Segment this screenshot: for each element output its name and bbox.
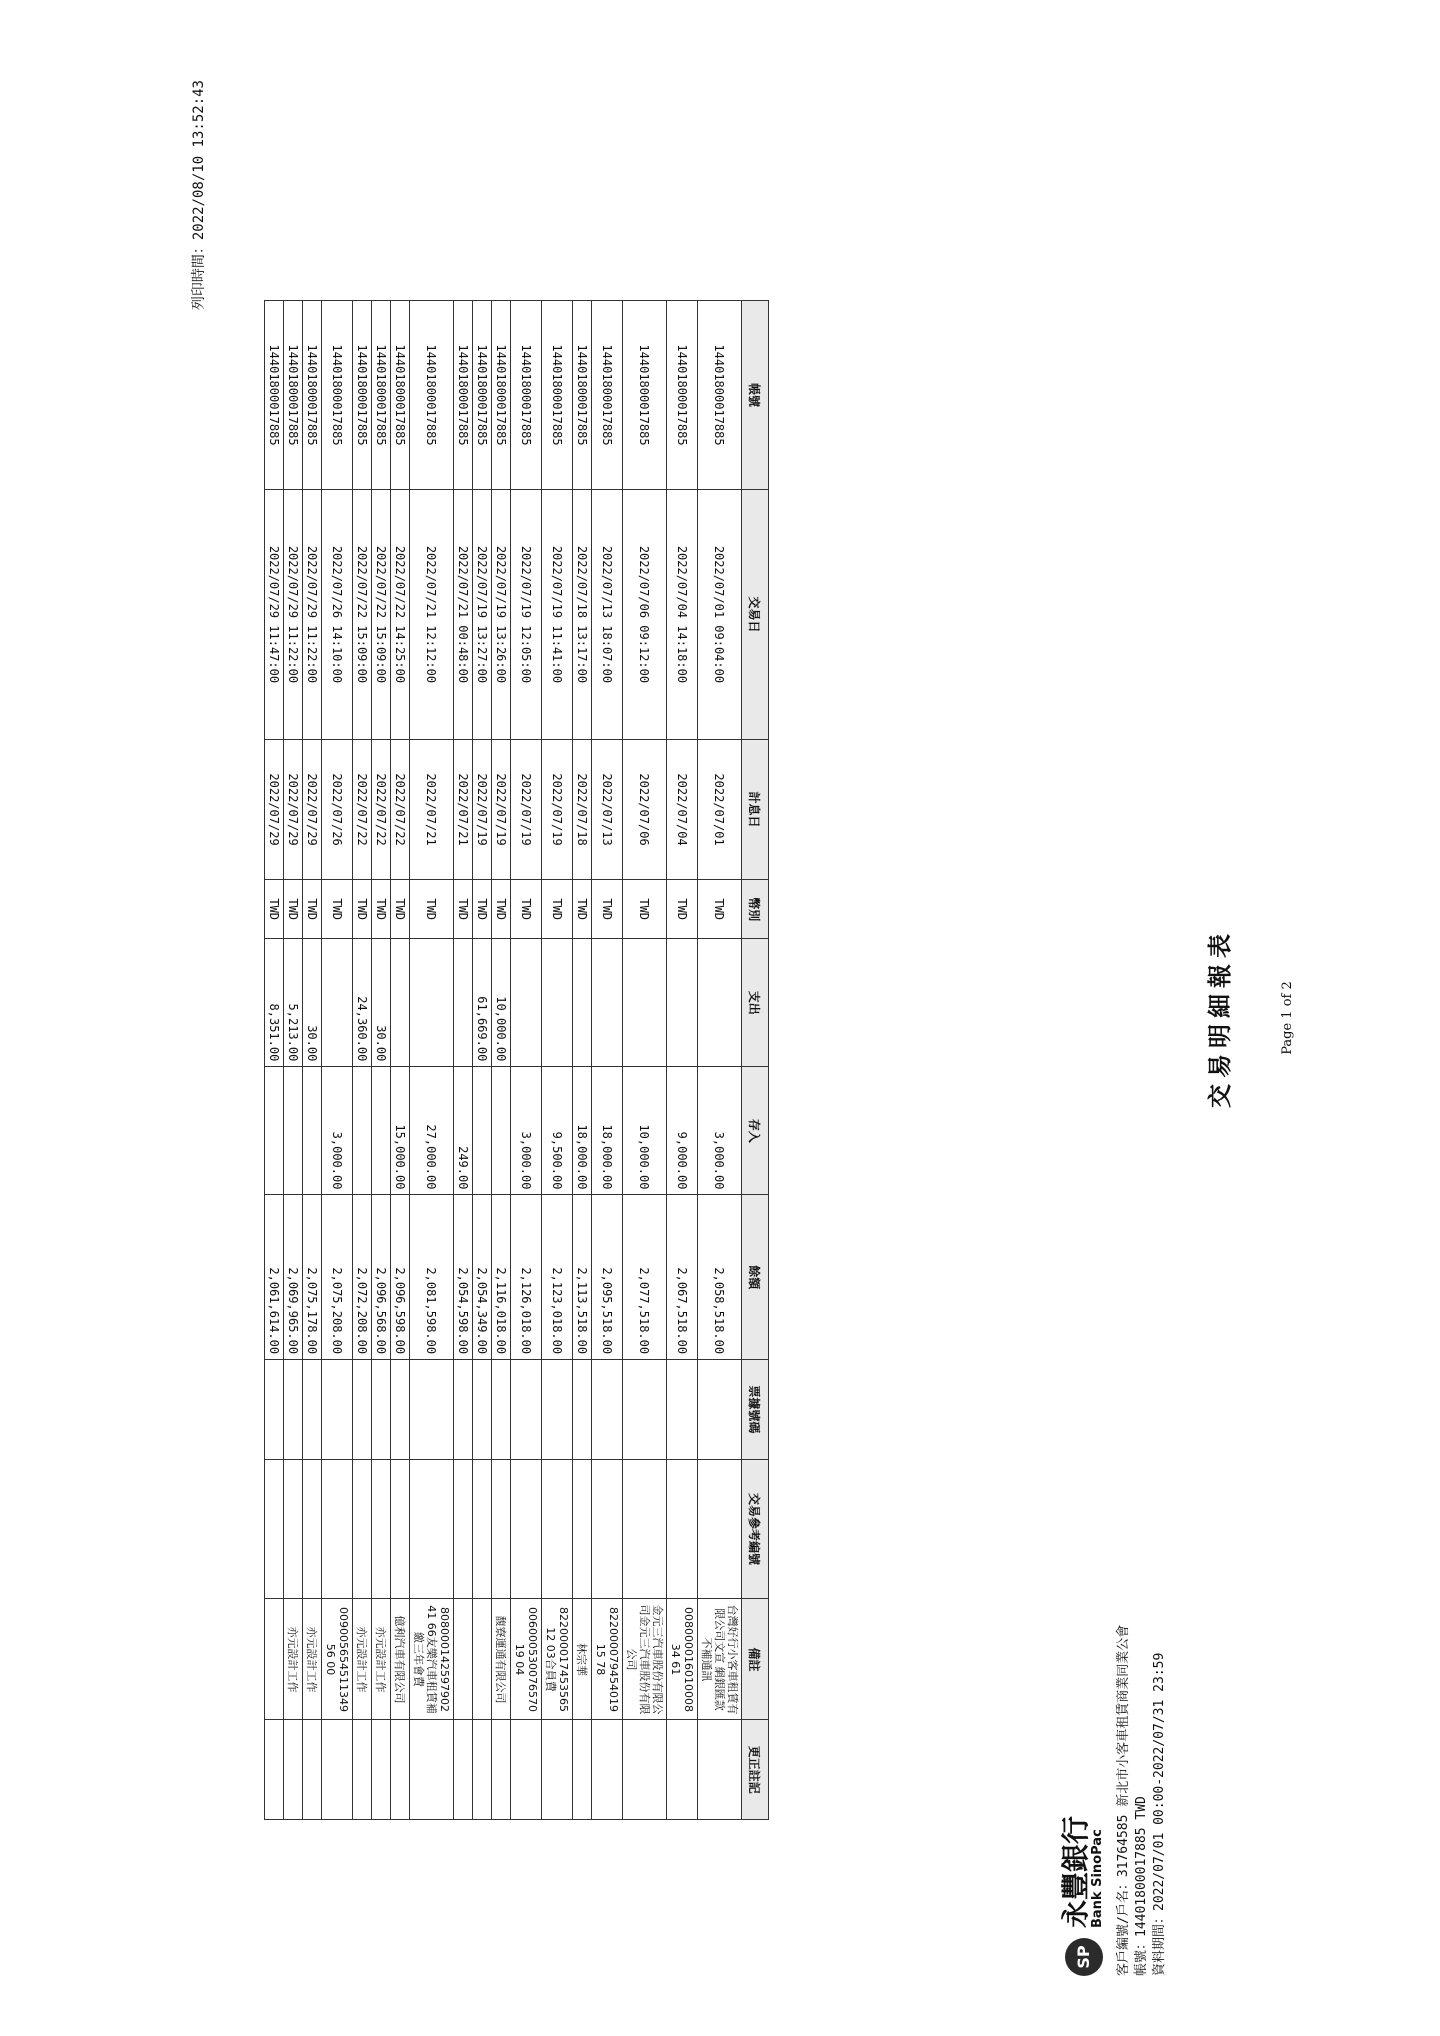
table-cell: 2022/07/19 12:05:00 bbox=[511, 490, 542, 740]
table-cell: 2022/07/22 bbox=[353, 739, 372, 879]
table-cell: 2,096,598.00 bbox=[391, 1195, 410, 1360]
table-cell bbox=[303, 1459, 322, 1599]
table-cell bbox=[573, 1720, 592, 1820]
table-cell bbox=[573, 939, 592, 1067]
table-cell: 15,000.00 bbox=[391, 1067, 410, 1195]
table-cell: 10,000.00 bbox=[492, 939, 511, 1067]
column-header: 餘額 bbox=[742, 1195, 769, 1360]
table-cell: 30.00 bbox=[303, 939, 322, 1067]
table-cell: 14401800017885 bbox=[410, 301, 454, 490]
table-cell: 亦元設計工作 bbox=[303, 1599, 322, 1720]
table-cell: 2,054,598.00 bbox=[454, 1195, 473, 1360]
table-cell bbox=[372, 1720, 391, 1820]
table-cell bbox=[592, 1459, 623, 1599]
table-cell: 亦元設計工作 bbox=[353, 1599, 372, 1720]
table-cell bbox=[353, 1360, 372, 1459]
table-cell: 24,360.00 bbox=[353, 939, 372, 1067]
table-cell: TWD bbox=[265, 880, 284, 939]
table-row bbox=[473, 301, 492, 1820]
table-cell: 2022/07/22 14:25:00 bbox=[391, 490, 410, 740]
table-cell bbox=[284, 1720, 303, 1820]
table-cell bbox=[391, 939, 410, 1067]
table-cell: 14401800017885 bbox=[391, 301, 410, 490]
table-cell: 2022/07/21 bbox=[410, 739, 454, 879]
table-cell: 5,213.00 bbox=[284, 939, 303, 1067]
table-cell: 10,000.00 bbox=[623, 1067, 667, 1195]
table-cell: TWD bbox=[542, 880, 573, 939]
table-cell: 2022/07/29 11:22:00 bbox=[284, 490, 303, 740]
column-header: 票據號碼 bbox=[742, 1360, 769, 1459]
table-cell bbox=[322, 939, 353, 1067]
table-cell: 2022/07/18 13:17:00 bbox=[573, 490, 592, 740]
table-cell: TWD bbox=[698, 880, 742, 939]
table-cell: 億利汽車有限公司 bbox=[391, 1599, 410, 1720]
table-row bbox=[410, 301, 454, 1820]
table-cell bbox=[592, 1720, 623, 1820]
table-cell bbox=[454, 1599, 473, 1720]
table-cell bbox=[391, 1459, 410, 1599]
table-cell bbox=[410, 1459, 454, 1599]
table-cell bbox=[391, 1720, 410, 1820]
table-cell bbox=[473, 1720, 492, 1820]
table-cell bbox=[303, 1720, 322, 1820]
table-cell bbox=[511, 1360, 542, 1459]
table-cell bbox=[353, 1067, 372, 1195]
table-cell: 2022/07/19 13:26:00 bbox=[492, 490, 511, 740]
table-cell: 14401800017885 bbox=[511, 301, 542, 490]
table-cell bbox=[322, 1720, 353, 1820]
column-header: 帳號 bbox=[742, 301, 769, 490]
table-cell: 2022/07/22 15:09:00 bbox=[372, 490, 391, 740]
table-cell bbox=[265, 1360, 284, 1459]
table-cell: 2022/07/04 bbox=[667, 739, 698, 879]
table-cell: 2022/07/19 11:41:00 bbox=[542, 490, 573, 740]
table-cell: 2022/07/21 00:48:00 bbox=[454, 490, 473, 740]
column-header: 支出 bbox=[742, 939, 769, 1067]
table-cell bbox=[353, 1459, 372, 1599]
table-cell: 2022/07/21 bbox=[454, 739, 473, 879]
table-cell: 14401800017885 bbox=[353, 301, 372, 490]
table-row bbox=[454, 301, 473, 1820]
table-row bbox=[667, 301, 698, 1820]
table-cell: 27,000.00 bbox=[410, 1067, 454, 1195]
column-header: 計息日 bbox=[742, 739, 769, 879]
table-cell bbox=[492, 1459, 511, 1599]
table-cell: 3,000.00 bbox=[698, 1067, 742, 1195]
table-cell bbox=[592, 1360, 623, 1459]
table-cell bbox=[303, 1360, 322, 1459]
table-cell: TWD bbox=[511, 880, 542, 939]
table-cell: 8,351.00 bbox=[265, 939, 284, 1067]
table-cell: 2,075,208.00 bbox=[322, 1195, 353, 1360]
table-cell: 亦元設計工作 bbox=[284, 1599, 303, 1720]
table-cell bbox=[473, 1599, 492, 1720]
table-cell bbox=[473, 1067, 492, 1195]
table-cell bbox=[454, 1459, 473, 1599]
table-row bbox=[623, 301, 667, 1820]
table-cell bbox=[303, 1067, 322, 1195]
table-cell: 2,061,614.00 bbox=[265, 1195, 284, 1360]
table-cell bbox=[511, 1720, 542, 1820]
table-cell bbox=[542, 1459, 573, 1599]
bank-logo bbox=[1059, 1336, 1105, 1976]
table-cell: 18,000.00 bbox=[592, 1067, 623, 1195]
table-cell bbox=[284, 1459, 303, 1599]
table-cell bbox=[284, 1360, 303, 1459]
table-cell: 2,096,568.00 bbox=[372, 1195, 391, 1360]
table-cell: TWD bbox=[573, 880, 592, 939]
table-cell bbox=[473, 1360, 492, 1459]
table-cell: 2,077,518.00 bbox=[623, 1195, 667, 1360]
table-cell bbox=[410, 1360, 454, 1459]
table-cell: 2022/07/22 15:09:00 bbox=[353, 490, 372, 740]
table-cell bbox=[698, 939, 742, 1067]
table-cell: TWD bbox=[473, 880, 492, 939]
table-cell bbox=[322, 1360, 353, 1459]
table-cell: 2022/07/19 bbox=[511, 739, 542, 879]
table-cell bbox=[492, 1720, 511, 1820]
table-cell: 80800014259790241 66友樂汽車租賃補繳三年會費 bbox=[410, 1599, 454, 1720]
table-cell: 249.00 bbox=[454, 1067, 473, 1195]
table-cell: 2,075,178.00 bbox=[303, 1195, 322, 1360]
page-number: Page 1 of 2 bbox=[1280, 981, 1295, 1055]
column-header: 交易參考編號 bbox=[742, 1459, 769, 1599]
table-cell: TWD bbox=[492, 880, 511, 939]
table-cell bbox=[372, 1360, 391, 1459]
table-cell bbox=[473, 1459, 492, 1599]
table-cell bbox=[492, 1360, 511, 1459]
table-cell: 2,123,018.00 bbox=[542, 1195, 573, 1360]
table-cell bbox=[573, 1360, 592, 1459]
table-cell bbox=[511, 1459, 542, 1599]
table-cell: 00800001601000834 61 bbox=[667, 1599, 698, 1720]
table-cell: 2022/07/29 11:22:00 bbox=[303, 490, 322, 740]
table-cell: TWD bbox=[410, 880, 454, 939]
report-title: 交易明細報表 bbox=[1206, 928, 1234, 1108]
table-cell: 30.00 bbox=[372, 939, 391, 1067]
table-cell: 14401800017885 bbox=[492, 301, 511, 490]
table-cell: 2022/07/19 bbox=[473, 739, 492, 879]
table-cell: 14401800017885 bbox=[372, 301, 391, 490]
table-cell: 00600053007657019 04 bbox=[511, 1599, 542, 1720]
table-cell: 亦元設計工作 bbox=[372, 1599, 391, 1720]
column-header: 存入 bbox=[742, 1067, 769, 1195]
customer-info: 客戶編號/戶名：31764585 新北市小客車租賃商業同業公會 bbox=[1116, 1624, 1131, 1976]
table-cell: 00900565451134956 00 bbox=[322, 1599, 353, 1720]
table-cell bbox=[698, 1360, 742, 1459]
table-cell: 14401800017885 bbox=[698, 301, 742, 490]
table-cell: 82200007945401915 78 bbox=[592, 1599, 623, 1720]
table-cell bbox=[353, 1720, 372, 1820]
table-row bbox=[542, 301, 573, 1820]
table-cell: 2,067,518.00 bbox=[667, 1195, 698, 1360]
table-cell: 2022/07/19 bbox=[542, 739, 573, 879]
table-row bbox=[353, 301, 372, 1820]
table-cell: 82200001745356512 03合員費 bbox=[542, 1599, 573, 1720]
table-cell: 2,054,349.00 bbox=[473, 1195, 492, 1360]
table-cell: 2022/07/18 bbox=[573, 739, 592, 879]
table-cell: TWD bbox=[372, 880, 391, 939]
table-cell: 14401800017885 bbox=[303, 301, 322, 490]
table-cell: 14401800017885 bbox=[284, 301, 303, 490]
table-cell: 金元三汽車股份有限公司金元三汽車股份有限公司 bbox=[623, 1599, 667, 1720]
table-cell bbox=[623, 939, 667, 1067]
table-cell: 2022/07/22 bbox=[372, 739, 391, 879]
table-cell: 2022/07/21 12:12:00 bbox=[410, 490, 454, 740]
table-cell: 2022/07/29 bbox=[265, 739, 284, 879]
table-cell: 2022/07/01 09:04:00 bbox=[698, 490, 742, 740]
table-cell bbox=[284, 1067, 303, 1195]
table-cell bbox=[542, 1360, 573, 1459]
table-cell: 2022/07/04 14:18:00 bbox=[667, 490, 698, 740]
table-cell bbox=[698, 1720, 742, 1820]
header-block bbox=[1059, 1336, 1169, 1976]
table-cell: 14401800017885 bbox=[592, 301, 623, 490]
transaction-table bbox=[264, 300, 769, 1820]
table-cell bbox=[667, 1360, 698, 1459]
table-row bbox=[284, 301, 303, 1820]
table-row bbox=[303, 301, 322, 1820]
table-row bbox=[391, 301, 410, 1820]
table-header-row bbox=[742, 301, 769, 1820]
table-cell: 2022/07/29 11:47:00 bbox=[265, 490, 284, 740]
sinopac-logo-icon: SP bbox=[1065, 1938, 1103, 1976]
table-row bbox=[265, 301, 284, 1820]
column-header: 幣別 bbox=[742, 880, 769, 939]
table-row bbox=[322, 301, 353, 1820]
table-cell: 2022/07/22 bbox=[391, 739, 410, 879]
table-row bbox=[492, 301, 511, 1820]
table-cell: 14401800017885 bbox=[265, 301, 284, 490]
column-header: 交易日 bbox=[742, 490, 769, 740]
table-cell bbox=[322, 1459, 353, 1599]
table-cell: 馥寮運通有限公司 bbox=[492, 1599, 511, 1720]
table-cell: 2022/07/26 bbox=[322, 739, 353, 879]
print-time: 列印時間：2022/08/10 13:52:43 bbox=[191, 80, 207, 311]
table-cell bbox=[410, 939, 454, 1067]
table-cell: TWD bbox=[667, 880, 698, 939]
table-cell bbox=[667, 1459, 698, 1599]
table-cell: 2022/07/06 bbox=[623, 739, 667, 879]
bank-name-cn: 永豐銀行 bbox=[1059, 1815, 1092, 1928]
table-cell: 2,058,518.00 bbox=[698, 1195, 742, 1360]
table-cell bbox=[667, 939, 698, 1067]
column-header: 備註 bbox=[742, 1599, 769, 1720]
table-cell: 2022/07/13 bbox=[592, 739, 623, 879]
table-cell: 14401800017885 bbox=[573, 301, 592, 490]
table-cell bbox=[454, 939, 473, 1067]
table-cell bbox=[511, 939, 542, 1067]
table-cell: 2022/07/26 14:10:00 bbox=[322, 490, 353, 740]
table-cell: 2022/07/29 bbox=[303, 739, 322, 879]
table-cell bbox=[265, 1720, 284, 1820]
table-cell: 14401800017885 bbox=[322, 301, 353, 490]
table-cell: 2022/07/13 18:07:00 bbox=[592, 490, 623, 740]
table-cell: 2022/07/29 bbox=[284, 739, 303, 879]
table-cell: 14401800017885 bbox=[473, 301, 492, 490]
table-cell: TWD bbox=[322, 880, 353, 939]
table-cell: TWD bbox=[391, 880, 410, 939]
bank-name-en: Bank SinoPac bbox=[1090, 1829, 1105, 1928]
table-cell bbox=[592, 939, 623, 1067]
table-row bbox=[592, 301, 623, 1820]
table-row bbox=[698, 301, 742, 1820]
table-cell bbox=[573, 1459, 592, 1599]
table-cell: 2,081,598.00 bbox=[410, 1195, 454, 1360]
table-cell: 14401800017885 bbox=[542, 301, 573, 490]
table-row bbox=[573, 301, 592, 1820]
table-cell: 9,500.00 bbox=[542, 1067, 573, 1195]
table-cell bbox=[623, 1459, 667, 1599]
table-cell: 14401800017885 bbox=[667, 301, 698, 490]
table-row bbox=[511, 301, 542, 1820]
table-cell: TWD bbox=[303, 880, 322, 939]
column-header: 更正註記 bbox=[742, 1720, 769, 1820]
table-cell: 2022/07/19 13:27:00 bbox=[473, 490, 492, 740]
table-cell: 台灣好行小客車租賃有限公司文宣 網銀匯款不補通訊 bbox=[698, 1599, 742, 1720]
table-cell bbox=[265, 1599, 284, 1720]
table-cell bbox=[391, 1360, 410, 1459]
table-cell: 2,113,518.00 bbox=[573, 1195, 592, 1360]
table-cell: 2,072,208.00 bbox=[353, 1195, 372, 1360]
table-cell: 2,069,965.00 bbox=[284, 1195, 303, 1360]
table-cell: 2022/07/19 bbox=[492, 739, 511, 879]
table-cell: 2,095,518.00 bbox=[592, 1195, 623, 1360]
table-cell bbox=[410, 1720, 454, 1820]
table-cell: 林宗華 bbox=[573, 1599, 592, 1720]
table-cell: TWD bbox=[284, 880, 303, 939]
table-body bbox=[265, 301, 742, 1820]
table-cell: 9,000.00 bbox=[667, 1067, 698, 1195]
table-cell: 3,000.00 bbox=[511, 1067, 542, 1195]
table-cell bbox=[698, 1459, 742, 1599]
period-info: 資料期間：2022/07/01 00:00-2022/07/31 23:59 bbox=[1152, 1652, 1167, 1976]
table-row bbox=[372, 301, 391, 1820]
table-cell bbox=[372, 1067, 391, 1195]
table-cell bbox=[623, 1720, 667, 1820]
table-cell: 3,000.00 bbox=[322, 1067, 353, 1195]
table-cell bbox=[454, 1360, 473, 1459]
table-cell: TWD bbox=[353, 880, 372, 939]
table-cell bbox=[667, 1720, 698, 1820]
table-cell bbox=[454, 1720, 473, 1820]
table-cell: 2,126,018.00 bbox=[511, 1195, 542, 1360]
table-cell bbox=[492, 1067, 511, 1195]
table-cell: TWD bbox=[592, 880, 623, 939]
table-cell bbox=[542, 1720, 573, 1820]
table-cell: 14401800017885 bbox=[623, 301, 667, 490]
table-cell bbox=[372, 1459, 391, 1599]
table-cell: 61,669.00 bbox=[473, 939, 492, 1067]
table-cell: 2,116,018.00 bbox=[492, 1195, 511, 1360]
table-cell: 18,000.00 bbox=[573, 1067, 592, 1195]
table-cell bbox=[265, 1459, 284, 1599]
table-cell: 2022/07/06 09:12:00 bbox=[623, 490, 667, 740]
table-cell: TWD bbox=[454, 880, 473, 939]
table-cell: TWD bbox=[623, 880, 667, 939]
account-info: 帳號：14401800017885 TWD bbox=[1134, 1796, 1149, 1976]
table-cell bbox=[542, 939, 573, 1067]
table-cell bbox=[623, 1360, 667, 1459]
table-cell bbox=[265, 1067, 284, 1195]
table-cell: 2022/07/01 bbox=[698, 739, 742, 879]
table-cell: 14401800017885 bbox=[454, 301, 473, 490]
